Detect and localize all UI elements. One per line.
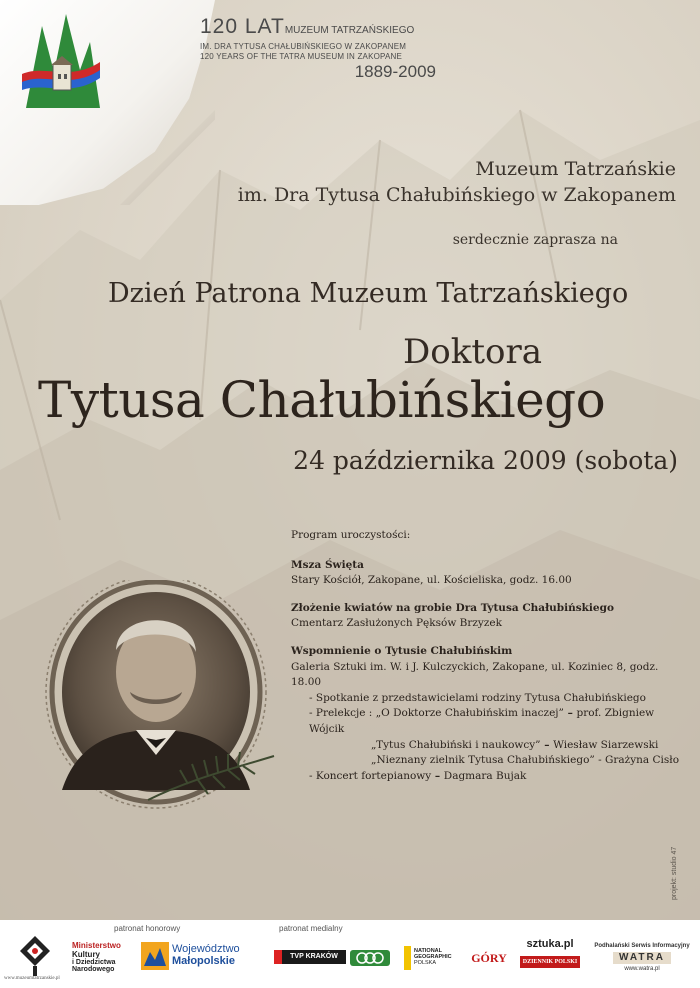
natgeo-logo bbox=[404, 946, 468, 970]
event-title: Dzień Patrona Muzeum Tatrzańskiego bbox=[108, 278, 629, 309]
lecture-speaker-3: Grażyna Cisło bbox=[605, 754, 680, 767]
ministry-line4: Narodowego bbox=[72, 966, 115, 974]
region-line1: Województwo bbox=[172, 943, 240, 956]
portrait-icon bbox=[38, 580, 278, 820]
concert-label: - Koncert fortepianowy bbox=[309, 769, 432, 782]
lecture-speaker-2: Wiesław Siarzewski bbox=[553, 738, 659, 751]
museum-logo-icon bbox=[20, 12, 102, 112]
natgeo-line3: POLSKA bbox=[414, 959, 437, 966]
natgeo-line1: NATIONAL bbox=[414, 948, 443, 955]
program-section-flowers bbox=[291, 601, 691, 632]
museum-name-line1: Muzeum Tatrzańskie bbox=[475, 158, 676, 180]
watra-logo bbox=[592, 934, 692, 982]
footer-sponsors bbox=[0, 920, 700, 988]
natgeo-line2: GEOGRAPHIC bbox=[414, 954, 452, 961]
event-date: 24 października 2009 (sobota) bbox=[293, 446, 678, 475]
section-detail-mass: Stary Kościół, Zakopane, ul. Kościeliska, godz. 16.00 bbox=[291, 574, 572, 587]
program-item-lecture-2 bbox=[291, 738, 691, 754]
museum-name bbox=[238, 156, 676, 208]
lectures-label: - Prelekcje : bbox=[309, 707, 376, 720]
invite-text: serdecznie zaprasza na bbox=[452, 232, 618, 248]
design-credit: projekt: studio 47 bbox=[671, 846, 678, 900]
watra-line2: WATRA bbox=[613, 952, 671, 965]
ministry-line2: Kultury bbox=[72, 949, 100, 959]
ministry-line1: Ministerstwo bbox=[72, 941, 121, 951]
program-header: Program uroczystości: bbox=[291, 529, 411, 541]
label-honorary-patronage: patronat honorowy bbox=[114, 924, 181, 933]
lecture-dash-2: – bbox=[540, 738, 554, 751]
section-title-mass: Msza Święta bbox=[291, 558, 364, 571]
program-section-mass bbox=[291, 558, 691, 589]
radio-logo-icon bbox=[350, 950, 390, 966]
section-title-flowers: Złożenie kwiatów na grobie Dra Tytusa Chałubińskiego bbox=[291, 601, 614, 614]
museum-website-url[interactable]: www.muzeumtatrzanskie.pl bbox=[4, 976, 60, 981]
anniversary-line-english: 120 YEARS OF THE TATRA MUSEUM IN ZAKOPANE bbox=[200, 52, 403, 61]
anniversary-years-count: 120 LAT bbox=[200, 15, 285, 38]
region-logo bbox=[172, 942, 252, 970]
patron-name: Tytusa Chałubińskiego bbox=[38, 371, 606, 429]
lecture-speaker-1: prof. Zbigniew Wójcik bbox=[309, 707, 655, 735]
program-block bbox=[291, 528, 691, 796]
region-logo-icon bbox=[141, 942, 169, 970]
region-line2: Małopolskie bbox=[172, 955, 235, 967]
anniversary-year-range: 1889-2009 bbox=[354, 62, 436, 81]
program-section-remembrance bbox=[291, 644, 691, 784]
dziennik-polski-logo: DZIENNIK POLSKI bbox=[520, 956, 580, 968]
concert-dash: – bbox=[431, 769, 444, 782]
concert-performer: Dagmara Bujak bbox=[443, 769, 527, 782]
anniversary-headline bbox=[200, 16, 440, 42]
program-item-meeting: - Spotkanie z przedstawicielami rodziny Tytusa Chałubińskiego bbox=[309, 691, 646, 704]
program-item-lectures bbox=[291, 706, 691, 737]
lecture-dash-1: – bbox=[563, 707, 577, 720]
tvp-krakow-logo: TVP KRAKÓW bbox=[274, 950, 346, 964]
gory-logo: GÓRY bbox=[471, 950, 507, 965]
watra-line3: www.watra.pl bbox=[624, 966, 660, 973]
sztuka-logo: sztuka.pl bbox=[526, 938, 574, 951]
anniversary-museum-name: MUZEUM TATRZAŃSKIEGO bbox=[284, 25, 415, 36]
watra-line1: Podhalański Serwis Informacyjny bbox=[594, 943, 690, 950]
program-item-lecture-3 bbox=[291, 753, 691, 769]
section-title-remembrance: Wspomnienie o Tytusie Chałubińskim bbox=[291, 644, 513, 657]
lecture-dash-3: - bbox=[594, 754, 606, 767]
ornament-logo-icon bbox=[18, 934, 52, 978]
title-doktora: Doktora bbox=[403, 332, 542, 372]
ministry-line3: i Dziedzictwa bbox=[72, 959, 116, 967]
lecture-title-3: „Nieznany zielnik Tytusa Chałubińskiego” bbox=[371, 754, 595, 767]
anniversary-line-polish: IM. DRA TYTUSA CHAŁUBIŃSKIEGO W ZAKOPANEM bbox=[200, 42, 407, 51]
section-detail-flowers: Cmentarz Zasłużonych Pęksów Brzyzek bbox=[291, 617, 502, 630]
museum-name-line2: im. Dra Tytusa Chałubińskiego w Zakopanem bbox=[237, 184, 676, 206]
label-media-patronage: patronat medialny bbox=[279, 924, 343, 933]
lecture-title-2: „Tytus Chałubiński i naukowcy” bbox=[371, 738, 541, 751]
section-detail-remembrance: Galeria Sztuki im. W. i J. Kulczyckich, Zakopane, ul. Koziniec 8, godz. 18.00 bbox=[291, 660, 659, 689]
lecture-title-1: „O Doktorze Chałubińskim inaczej” bbox=[375, 707, 564, 720]
anniversary-block bbox=[200, 16, 440, 81]
program-item-concert bbox=[291, 769, 691, 785]
ministry-logo bbox=[72, 934, 128, 982]
